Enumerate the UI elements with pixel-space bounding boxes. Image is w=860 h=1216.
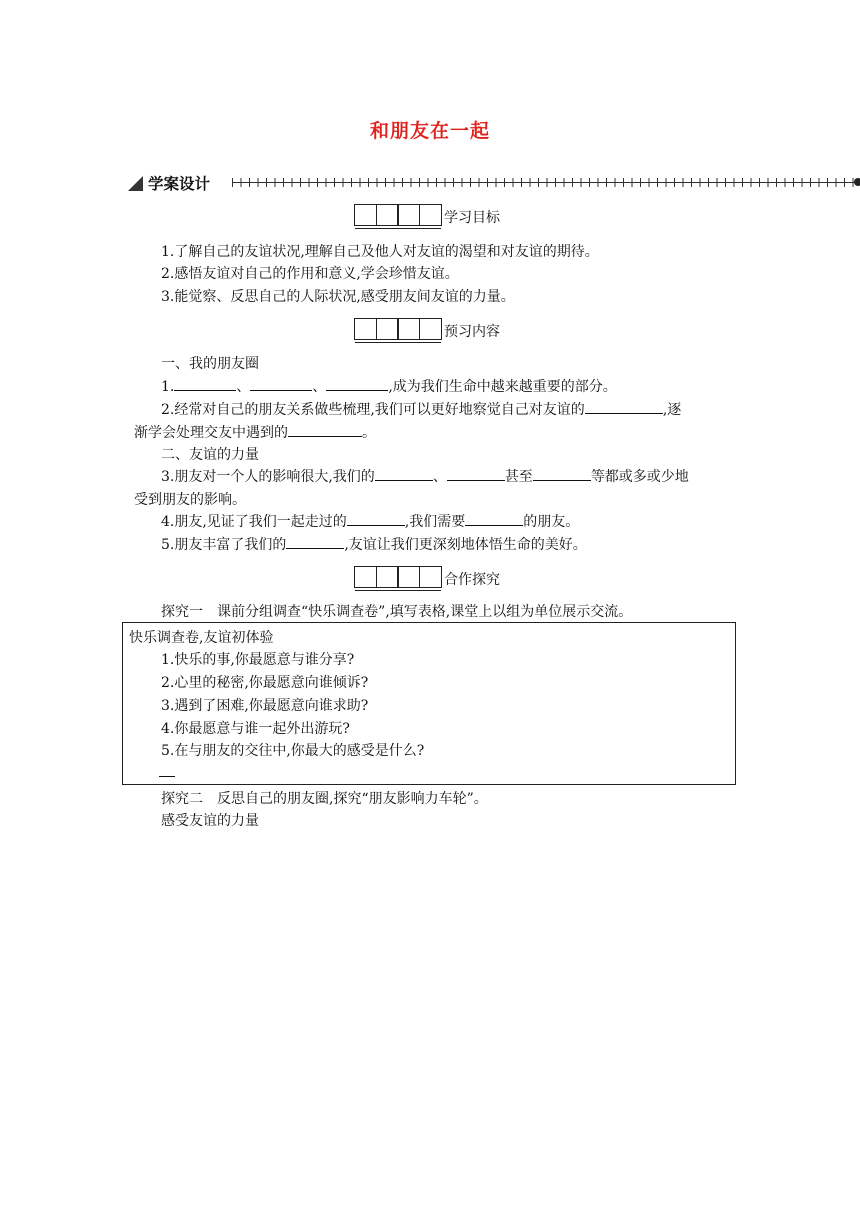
survey-box xyxy=(122,622,736,785)
answer-dash[interactable] xyxy=(159,776,175,777)
explore-two: 探究二 反思自己的朋友圈,探究“朋友影响力车轮”。 xyxy=(161,791,488,807)
survey-title: 快乐调查卷,友谊初体验 xyxy=(129,630,274,646)
q3-text: 3.朋友对一个人的影响很大,我们的 xyxy=(161,469,375,485)
q4-tail: 的朋友。 xyxy=(523,514,580,530)
survey-item: 2.心里的秘密,你最愿意向谁倾诉? xyxy=(161,675,369,691)
goal-item: 1.了解自己的友谊状况,理解自己及他人对友谊的渴望和对友谊的期待。 xyxy=(161,244,599,260)
explore-two-subheading: 感受友谊的力量 xyxy=(161,813,259,829)
q2-text: 2.经常对自己的朋友关系做些梳理,我们可以更好地察觉自己对友谊的 xyxy=(161,402,585,418)
fill-blank[interactable] xyxy=(447,466,505,481)
q1-tail: ,成为我们生命中越来越重要的部分。 xyxy=(388,379,617,395)
box-grid-icon xyxy=(354,204,442,226)
section-header-label: 学案设计 xyxy=(148,175,211,193)
preview-question-2-cont xyxy=(134,422,376,444)
subsection-goals-label: 学习目标 xyxy=(444,210,500,226)
preview-part1-heading: 一、我的朋友圈 xyxy=(161,356,259,372)
q4-text: 4.朋友,见证了我们一起走过的 xyxy=(161,514,347,530)
triangle-icon xyxy=(128,176,143,191)
preview-part2-heading: 二、友谊的力量 xyxy=(161,447,259,463)
box-grid-icon xyxy=(354,566,442,588)
preview-question-3-cont: 受到朋友的影响。 xyxy=(134,492,246,508)
box-grid-icon xyxy=(354,318,442,340)
q2-tail: ,逐 xyxy=(662,402,682,418)
q1-number: 1. xyxy=(161,379,175,395)
rule-ticks xyxy=(232,178,856,187)
q2-text: 渐学会处理交友中遇到的 xyxy=(134,425,288,441)
q4-mid: ,我们需要 xyxy=(404,514,466,530)
fill-blank[interactable] xyxy=(286,534,344,549)
fill-blank[interactable] xyxy=(288,422,362,437)
preview-question-4 xyxy=(161,511,579,533)
q3-sep: 、 xyxy=(432,469,447,485)
q3-mid: 甚至 xyxy=(504,469,533,485)
fill-blank[interactable] xyxy=(375,466,433,481)
section-header xyxy=(126,172,860,194)
fill-blank[interactable] xyxy=(347,511,405,526)
subsection-cooperate-label: 合作探究 xyxy=(444,572,500,588)
q1-sep: 、 xyxy=(236,379,251,395)
explore-one: 探究一 课前分组调查“快乐调查卷”,填写表格,课堂上以组为单位展示交流。 xyxy=(161,604,633,620)
preview-question-3 xyxy=(161,466,689,488)
goal-item: 3.能觉察、反思自己的人际状况,感受朋友间友谊的力量。 xyxy=(161,289,515,305)
fill-blank[interactable] xyxy=(326,376,388,391)
survey-item: 3.遇到了困难,你最愿意向谁求助? xyxy=(161,698,369,714)
survey-item: 1.快乐的事,你最愿意与谁分享? xyxy=(161,652,355,668)
fill-blank[interactable] xyxy=(174,376,236,391)
q5-tail: ,友谊让我们更深刻地体悟生命的美好。 xyxy=(344,537,587,553)
subsection-preview-label: 预习内容 xyxy=(444,324,500,340)
preview-question-1 xyxy=(161,376,617,398)
q1-sep: 、 xyxy=(312,379,327,395)
fill-blank[interactable] xyxy=(533,466,591,481)
q2-tail: 。 xyxy=(362,425,376,441)
survey-item: 5.在与朋友的交往中,你最大的感受是什么? xyxy=(161,743,425,759)
page-title: 和朋友在一起 xyxy=(369,120,490,142)
fill-blank[interactable] xyxy=(585,399,663,414)
q5-text: 5.朋友丰富了我们的 xyxy=(161,537,287,553)
survey-item: 4.你最愿意与谁一起外出游玩? xyxy=(161,721,350,737)
preview-question-2 xyxy=(161,399,681,421)
fill-blank[interactable] xyxy=(250,376,312,391)
q3-tail: 等都或多或少地 xyxy=(590,469,689,485)
rule-end-dot-icon xyxy=(854,178,860,186)
fill-blank[interactable] xyxy=(465,511,523,526)
preview-question-5 xyxy=(161,534,587,556)
goal-item: 2.感悟友谊对自己的作用和意义,学会珍惜友谊。 xyxy=(161,266,459,282)
